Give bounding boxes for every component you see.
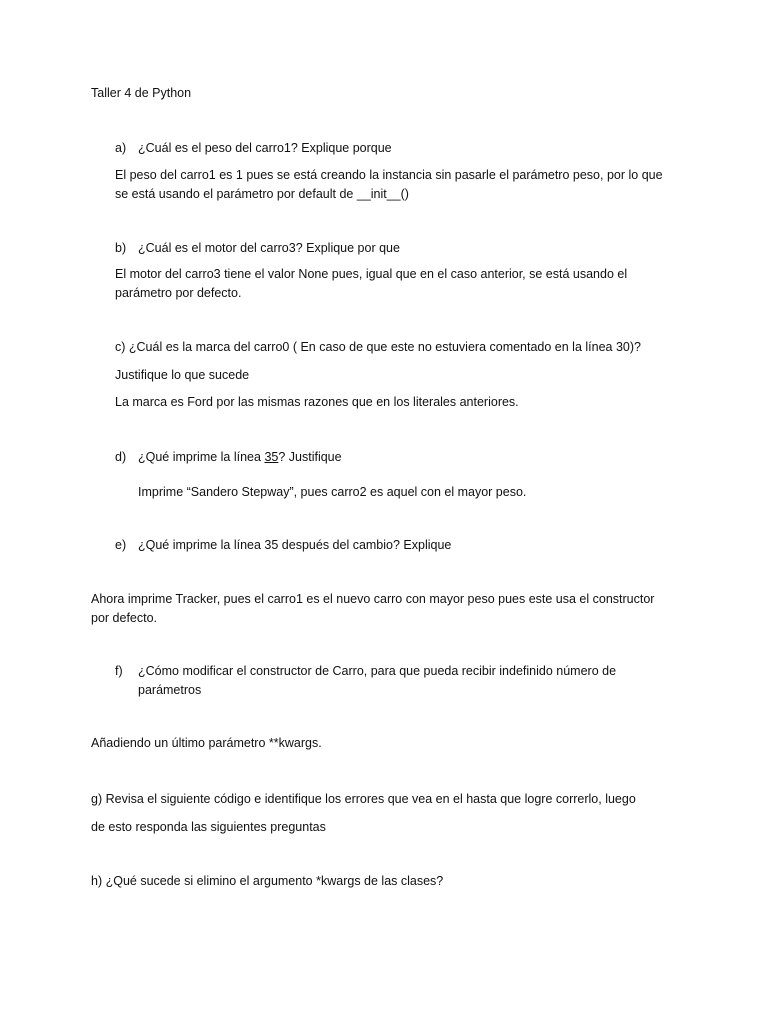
answer-d: Imprime “Sandero Stepway”, pues carro2 es aquel con el mayor peso. xyxy=(138,485,527,499)
question-a: ¿Cuál es el peso del carro1? Explique porque xyxy=(138,141,392,155)
question-c-line1: c) ¿Cuál es la marca del carro0 ( En caso de que este no estuviera comentado en la línea 30)? xyxy=(115,340,641,354)
answer-a-line2: se está usando el parámetro por default de __init__() xyxy=(115,187,409,201)
question-f-line1: ¿Cómo modificar el constructor de Carro, para que pueda recibir indefinido número de xyxy=(138,664,617,678)
item-marker-b: b) xyxy=(115,241,127,255)
question-g-line2: de esto responda las siguientes preguntas xyxy=(91,820,326,834)
question-b: ¿Cuál es el motor del carro3? Explique por que xyxy=(138,241,400,255)
question-g-line1: g) Revisa el siguiente código e identifique los errores que vea en el hasta que logre correrlo, luego xyxy=(91,792,636,806)
question-e: ¿Qué imprime la línea 35 después del cambio? Explique xyxy=(138,538,452,552)
answer-a-line1: El peso del carro1 es 1 pues se está creando la instancia sin pasarle el parámetro peso, por lo que xyxy=(115,168,663,182)
question-d-post: ? Justifique xyxy=(278,450,342,464)
question-d-line-number: 35 xyxy=(264,450,279,464)
item-marker-d: d) xyxy=(115,450,127,464)
answer-e-line1: Ahora imprime Tracker, pues el carro1 es el nuevo carro con mayor peso pues este usa el constructor xyxy=(91,592,655,606)
question-f-line2: parámetros xyxy=(138,683,202,697)
document-title: Taller 4 de Python xyxy=(91,86,192,100)
answer-f: Añadiendo un último parámetro **kwargs. xyxy=(91,736,322,750)
answer-c: La marca es Ford por las mismas razones que en los literales anteriores. xyxy=(115,395,519,409)
question-c-line2: Justifique lo que sucede xyxy=(115,368,250,382)
item-marker-a: a) xyxy=(115,141,127,155)
answer-b-line2: parámetro por defecto. xyxy=(115,286,242,300)
question-h: h) ¿Qué sucede si elimino el argumento *kwargs de las clases? xyxy=(91,874,444,888)
answer-b-line1: El motor del carro3 tiene el valor None pues, igual que en el caso anterior, se está usando el xyxy=(115,267,628,281)
item-marker-f: f) xyxy=(115,664,123,678)
question-d-pre: ¿Qué imprime la línea xyxy=(138,450,265,464)
answer-e-line2: por defecto. xyxy=(91,611,158,625)
item-marker-e: e) xyxy=(115,538,127,552)
question-d xyxy=(138,448,342,467)
